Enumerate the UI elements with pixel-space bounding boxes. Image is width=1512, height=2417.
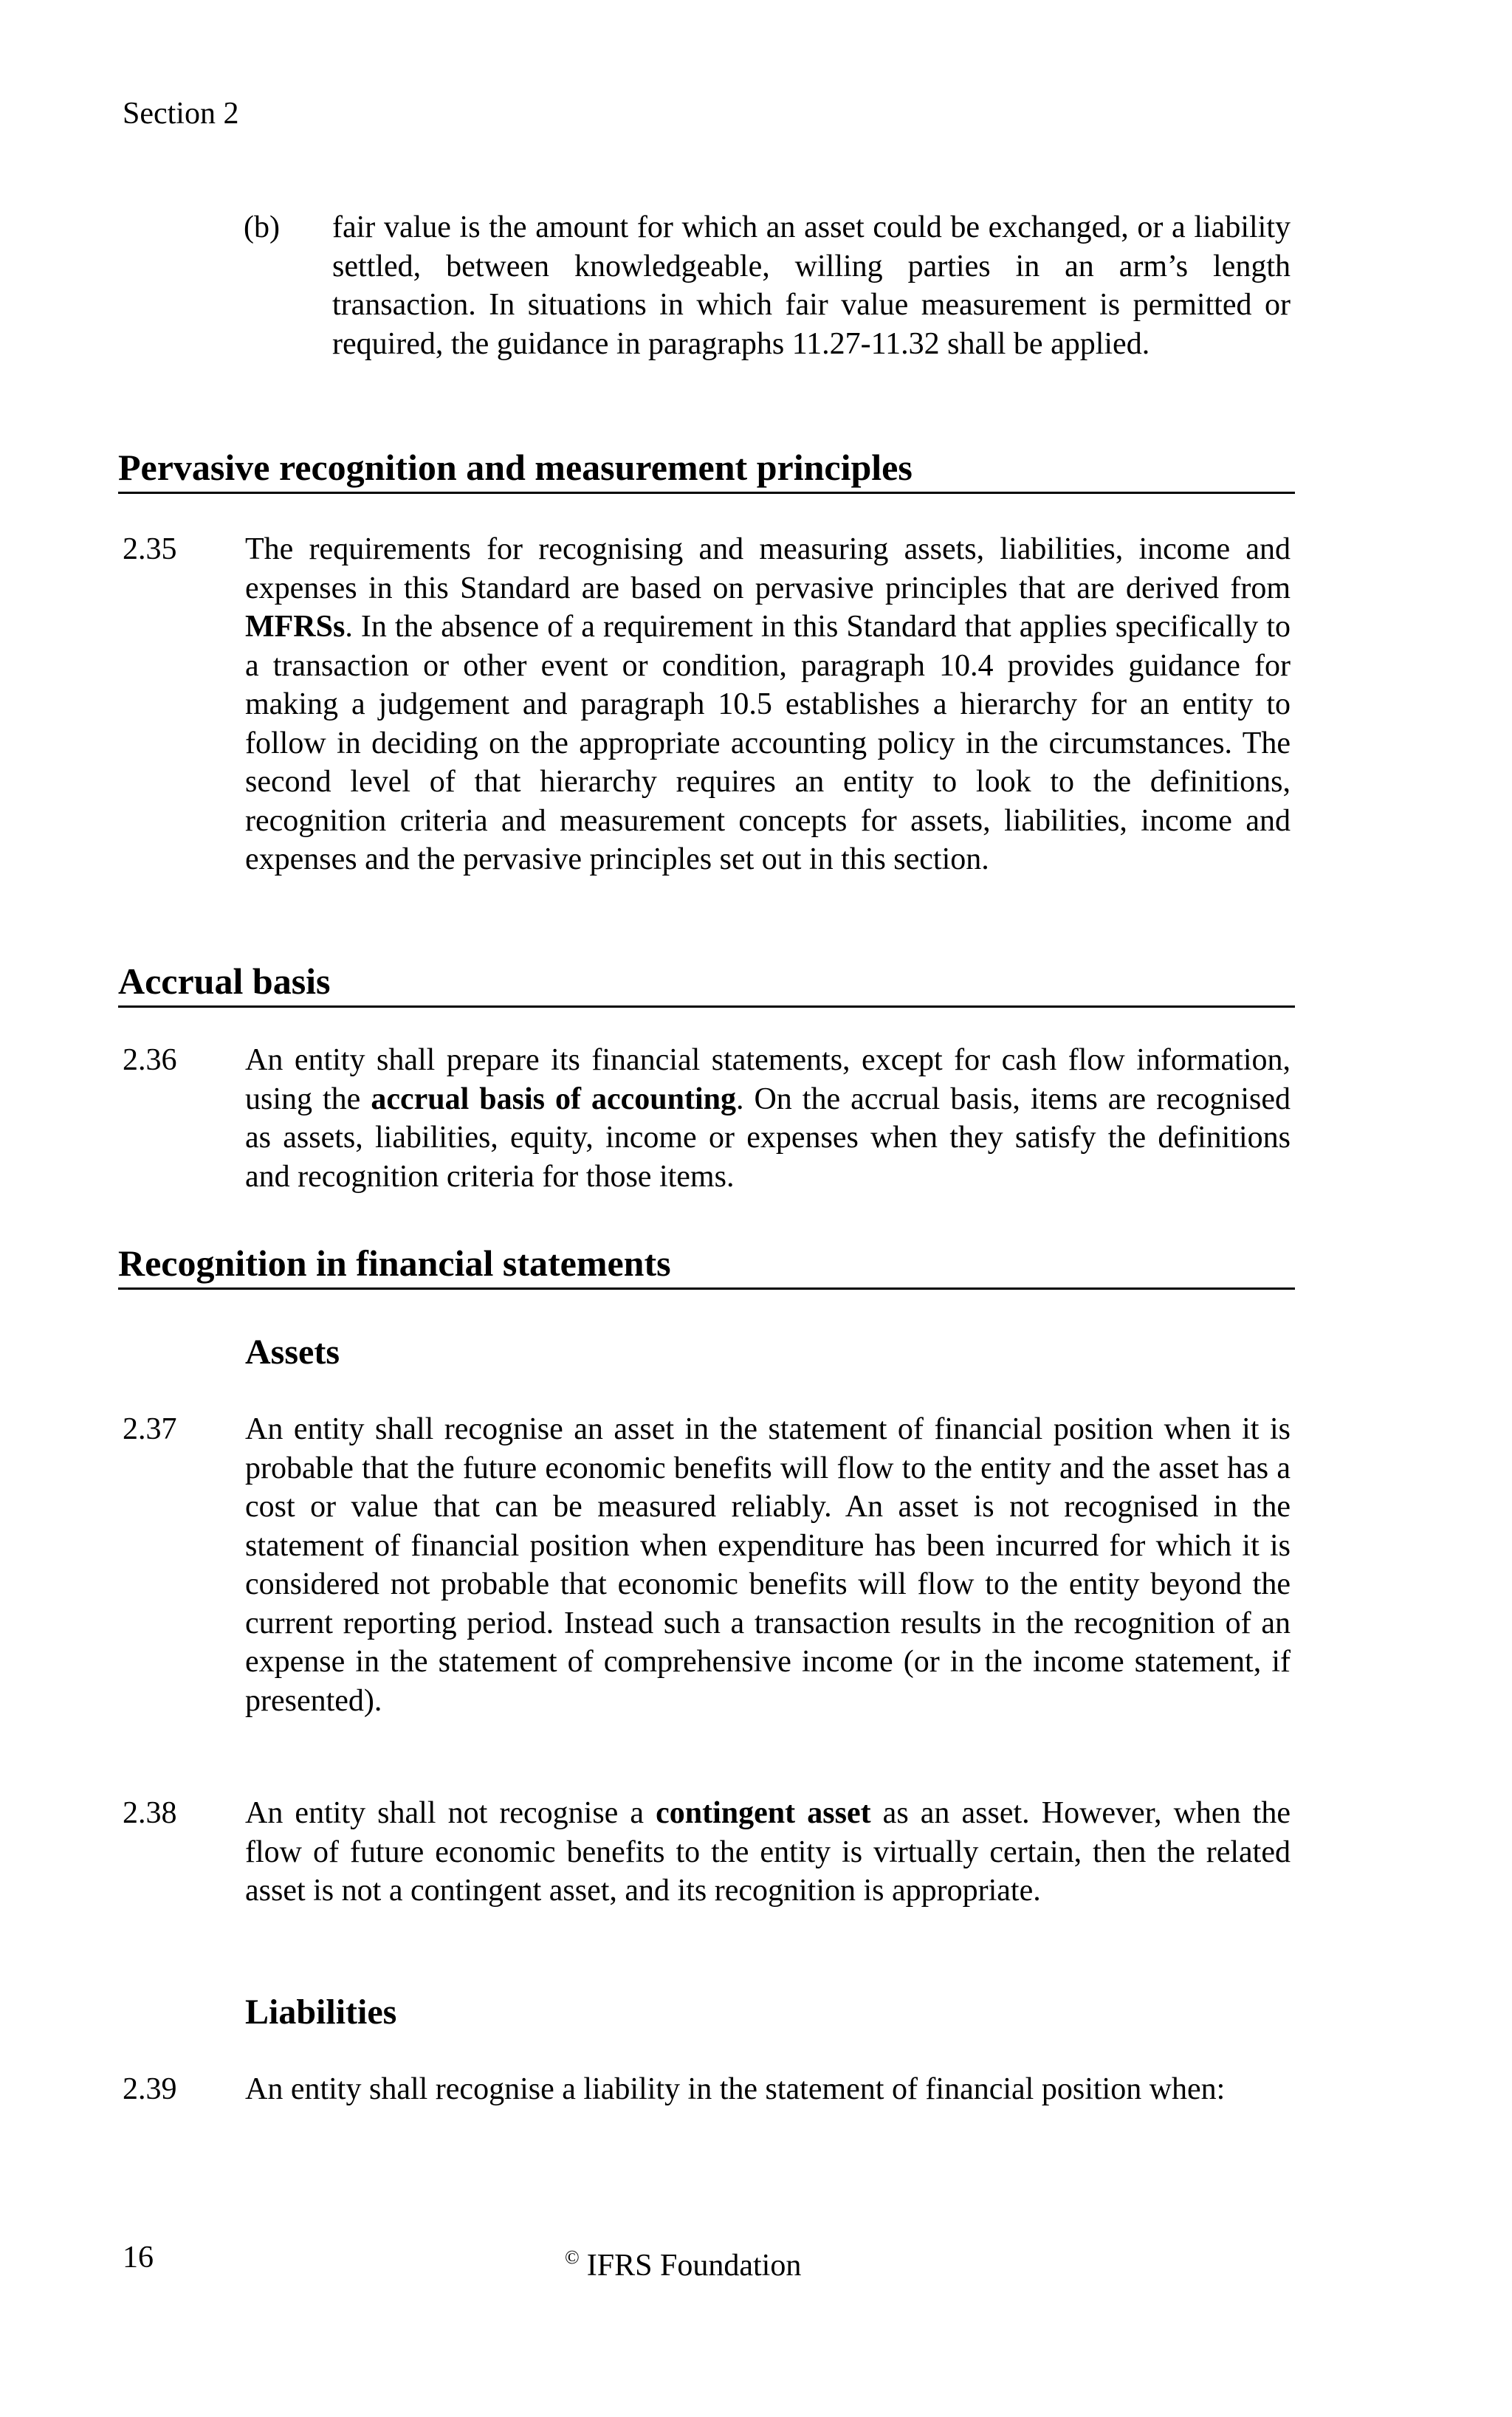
paragraph-number: 2.35 xyxy=(123,532,177,566)
section-heading-pervasive: Pervasive recognition and measurement principles xyxy=(118,444,1295,494)
paragraph-text: An entity shall recognise a liability in the statement of financial position when: xyxy=(245,2072,1226,2106)
paragraph-2-37 xyxy=(123,1410,1291,1720)
defined-term: MFRSs xyxy=(245,610,346,644)
defined-term: accrual basis of accounting xyxy=(371,1082,736,1116)
copyright-notice xyxy=(565,2238,801,2285)
paragraph-number: 2.38 xyxy=(123,1796,177,1830)
section-heading-accrual: Accrual basis xyxy=(118,958,1295,1008)
paragraph-text: The requirements for recognising and measuring assets, liabilities, income and expenses in this Standard are based on pervasive principles that are derived from MFRSs. In the absence of a requirement in this Standard that applies specifically to a transaction or other event or condition, paragraph 10.4 provides guidance for making a judgement and paragraph 10.5 establishes a hierarchy for an entity to follow in deciding on the appropriate accounting policy in the circumstances. The second level of that hierarchy requires an entity to look to the definitions, recognition criteria and measurement concepts for assets, liabilities, income and expenses and the pervasive principles set out in this section. xyxy=(245,532,1291,876)
paragraph-2-36 xyxy=(123,1041,1291,1196)
copyright-text: IFRS Foundation xyxy=(586,2249,802,2283)
copyright-symbol: © xyxy=(565,2246,580,2268)
paragraph-number: 2.39 xyxy=(123,2072,177,2106)
section-heading-recognition: Recognition in financial statements xyxy=(118,1240,1295,1290)
paragraph-number: 2.36 xyxy=(123,1043,177,1077)
paragraph-text: An entity shall recognise an asset in the statement of financial position when it is probable that the future economic benefits will flow to the entity and the asset has a cost or value that can be measured reliably. An asset is not recognised in the statement of financial position when expenditure has been incurred for which it is considered not probable that economic benefits will flow to the entity beyond the current reporting period. Instead such a transaction results in the recognition of an expense in the statement of comprehensive income (or in the income statement, if presented). xyxy=(245,1412,1291,1718)
paragraph-2-38 xyxy=(123,1794,1291,1911)
running-header: Section 2 xyxy=(123,97,239,131)
paragraph-number: 2.37 xyxy=(123,1412,177,1446)
subheading-liabilities: Liabilities xyxy=(245,1993,397,2032)
paragraph-2-35 xyxy=(123,530,1291,879)
paragraph-text: An entity shall not recognise a contingent asset as an asset. However, when the flow of future economic benefits to the entity is virtually certain, then the related asset is not a contingent asset, and its recognition is appropriate. xyxy=(245,1796,1291,1908)
paragraph-text: An entity shall prepare its financial statements, except for cash flow information, using the accrual basis of accounting. On the accrual basis, items are recognised as assets, liabilities, equity, income or expenses when they satisfy the definitions and recognition criteria for those items. xyxy=(245,1043,1291,1194)
subheading-assets: Assets xyxy=(245,1333,340,1372)
paragraph-2-39 xyxy=(123,2070,1291,2109)
subparagraph-label: (b) xyxy=(244,210,280,244)
defined-term: contingent asset xyxy=(656,1796,871,1830)
subparagraph-text: fair value is the amount for which an asset could be exchanged, or a liability settled, between knowledgeable, willing parties in an arm’s length transaction. In situations in which fair value measurement is permitted or required, the guidance in paragraphs 11.27-11.32 shall be applied. xyxy=(332,210,1291,361)
subparagraph-b xyxy=(244,208,1291,363)
page-number: 16 xyxy=(123,2241,154,2275)
